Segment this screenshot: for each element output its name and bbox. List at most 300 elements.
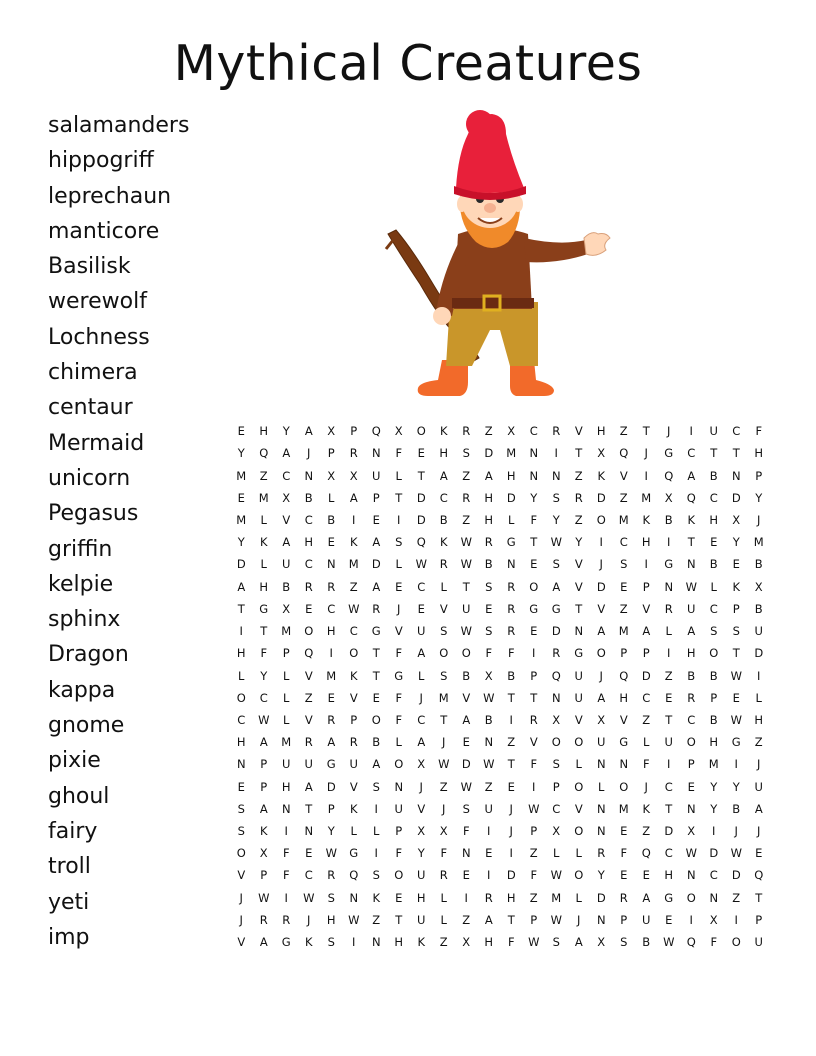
grid-letter: U [349, 757, 358, 772]
grid-letter: Q [664, 468, 674, 483]
grid-letter: Q [551, 668, 561, 683]
grid-letter: J [757, 824, 761, 839]
grid-letter: C [439, 490, 448, 505]
grid-letter: Y [237, 535, 245, 550]
grid-letter: M [618, 624, 629, 639]
grid-letter: A [439, 468, 448, 483]
grid-letter: F [260, 646, 268, 661]
grid-letter: X [507, 424, 516, 439]
grid-letter: A [372, 535, 381, 550]
grid-letter: L [598, 779, 605, 794]
grid-letter: H [484, 935, 494, 950]
grid-letter: L [755, 690, 762, 705]
grid-letter: Q [754, 868, 764, 883]
grid-letter: Z [462, 512, 471, 527]
grid-letter: E [665, 690, 673, 705]
grid-letter: D [596, 890, 606, 905]
grid-letter: Z [304, 690, 313, 705]
grid-letter: E [485, 601, 493, 616]
grid-letter: Q [686, 490, 696, 505]
grid-letter: K [349, 668, 358, 683]
grid-letter: S [462, 801, 470, 816]
grid-letter: H [506, 890, 516, 905]
grid-letter: H [484, 512, 494, 527]
grid-letter: A [642, 890, 651, 905]
grid-letter: G [281, 935, 291, 950]
grid-letter: S [620, 557, 628, 572]
grid-letter: D [371, 557, 381, 572]
grid-letter: V [529, 735, 538, 750]
grid-letter: A [574, 935, 583, 950]
grid-letter: M [753, 535, 764, 550]
grid-letter: U [574, 690, 583, 705]
grid-row [230, 642, 770, 664]
grid-letter: E [237, 490, 245, 505]
grid-letter: T [305, 801, 313, 816]
grid-letter: F [755, 424, 763, 439]
grid-letter: P [327, 446, 335, 461]
grid-letter: I [374, 846, 378, 861]
word-list-item: Mermaid [48, 430, 145, 456]
grid-row [230, 909, 770, 931]
grid-letter: W [460, 624, 472, 639]
grid-letter: P [282, 646, 290, 661]
grid-letter: F [395, 712, 403, 727]
grid-letter: T [462, 579, 470, 594]
grid-letter: A [259, 735, 268, 750]
grid-letter: W [483, 690, 495, 705]
grid-letter: X [327, 424, 336, 439]
grid-letter: Z [462, 468, 471, 483]
grid-letter: R [439, 868, 448, 883]
grid-letter: G [574, 646, 584, 661]
grid-letter: K [259, 824, 268, 839]
grid-letter: A [327, 735, 336, 750]
grid-letter: G [506, 535, 516, 550]
grid-letter: K [349, 801, 358, 816]
grid-letter: B [507, 668, 516, 683]
grid-letter: N [236, 757, 246, 772]
grid-letter: Y [710, 801, 718, 816]
grid-letter: Z [349, 579, 358, 594]
grid-letter: T [395, 490, 403, 505]
grid-letter: U [372, 468, 381, 483]
grid-letter: E [327, 690, 335, 705]
grid-letter: J [397, 601, 401, 616]
grid-letter: T [507, 912, 515, 927]
grid-letter: U [304, 757, 313, 772]
grid-letter: I [487, 824, 491, 839]
grid-letter: R [327, 579, 336, 594]
grid-letter: M [236, 468, 247, 483]
grid-letter: T [417, 468, 425, 483]
grid-letter: A [484, 468, 493, 483]
grid-letter: Z [462, 912, 471, 927]
grid-letter: L [418, 668, 425, 683]
grid-letter: U [754, 779, 763, 794]
word-list-item: manticore [48, 218, 160, 244]
grid-letter: I [352, 512, 356, 527]
grid-letter: E [417, 601, 425, 616]
grid-letter: K [417, 935, 426, 950]
grid-letter: E [620, 868, 628, 883]
grid-letter: C [304, 868, 313, 883]
grid-letter: D [641, 668, 651, 683]
grid-letter: I [734, 912, 738, 927]
grid-letter: N [686, 801, 696, 816]
grid-letter: E [665, 912, 673, 927]
right-arm [524, 238, 588, 262]
grid-letter: I [397, 512, 401, 527]
grid-letter: G [664, 446, 674, 461]
grid-letter: W [730, 712, 742, 727]
word-list-item: Basilisk [48, 254, 131, 280]
grid-letter: Z [642, 712, 651, 727]
grid-letter: H [259, 579, 269, 594]
grid-letter: A [259, 801, 268, 816]
word-list-item: troll [48, 854, 91, 880]
grid-letter: L [665, 624, 672, 639]
grid-letter: T [732, 646, 740, 661]
grid-letter: L [395, 735, 402, 750]
grid-letter: T [372, 646, 380, 661]
grid-letter: R [304, 735, 313, 750]
grid-letter: A [597, 624, 606, 639]
grid-letter: S [372, 868, 380, 883]
grid-letter: S [552, 935, 560, 950]
grid-letter: Z [439, 779, 448, 794]
grid-letter: T [440, 712, 448, 727]
grid-letter: M [551, 890, 562, 905]
grid-letter: O [416, 424, 426, 439]
grid-letter: B [709, 712, 718, 727]
grid-row [230, 620, 770, 642]
grid-letter: P [642, 646, 650, 661]
grid-letter: M [708, 757, 719, 772]
grid-letter: Q [619, 446, 629, 461]
grid-letter: E [710, 535, 718, 550]
grid-letter: F [507, 646, 515, 661]
grid-letter: A [597, 690, 606, 705]
grid-letter: F [530, 757, 538, 772]
grid-letter: A [372, 579, 381, 594]
grid-letter: K [642, 512, 651, 527]
grid-letter: S [327, 890, 335, 905]
grid-letter: Z [754, 735, 763, 750]
grid-letter: N [529, 446, 539, 461]
grid-letter: W [460, 535, 472, 550]
grid-letter: E [485, 846, 493, 861]
grid-letter: A [754, 801, 763, 816]
grid-letter: X [687, 824, 696, 839]
grid-letter: I [509, 712, 513, 727]
grid-letter: Y [732, 535, 740, 550]
grid-letter: L [395, 557, 402, 572]
grid-letter: K [439, 424, 448, 439]
grid-letter: A [417, 646, 426, 661]
grid-letter: D [709, 846, 719, 861]
grid-letter: Z [507, 735, 516, 750]
grid-letter: W [325, 846, 337, 861]
grid-letter: H [416, 890, 426, 905]
grid-letter: X [462, 935, 471, 950]
grid-letter: Q [371, 424, 381, 439]
grid-letter: T [642, 424, 650, 439]
grid-letter: L [575, 846, 582, 861]
grid-letter: G [619, 735, 629, 750]
grid-row [230, 887, 770, 909]
grid-letter: H [439, 446, 449, 461]
grid-letter: X [259, 846, 268, 861]
grid-letter: U [417, 868, 426, 883]
grid-letter: C [417, 712, 426, 727]
grid-letter: H [281, 779, 291, 794]
grid-letter: S [485, 579, 493, 594]
grid-letter: L [575, 890, 582, 905]
grid-letter: W [438, 757, 450, 772]
grid-letter: I [689, 912, 693, 927]
grid-letter: I [329, 646, 333, 661]
grid-letter: V [574, 712, 583, 727]
grid-letter: I [374, 801, 378, 816]
grid-letter: D [731, 868, 741, 883]
grid-letter: V [349, 690, 358, 705]
grid-letter: F [395, 646, 403, 661]
grid-letter: W [460, 557, 472, 572]
grid-letter: A [259, 935, 268, 950]
grid-letter: V [304, 712, 313, 727]
grid-letter: I [599, 535, 603, 550]
grid-letter: O [596, 512, 606, 527]
word-list-item: ghoul [48, 783, 110, 809]
grid-letter: R [484, 890, 493, 905]
grid-letter: O [596, 646, 606, 661]
grid-letter: L [283, 690, 290, 705]
grid-letter: E [237, 779, 245, 794]
grid-letter: K [732, 579, 741, 594]
grid-letter: O [574, 868, 584, 883]
grid-letter: S [237, 824, 245, 839]
grid-letter: O [709, 646, 719, 661]
grid-row [230, 731, 770, 753]
grid-letter: R [439, 557, 448, 572]
grid-letter: V [574, 424, 583, 439]
grid-letter: B [484, 557, 493, 572]
grid-letter: N [371, 446, 381, 461]
grid-letter: X [282, 490, 291, 505]
grid-row [230, 464, 770, 486]
grid-letter: X [394, 424, 403, 439]
grid-letter: J [644, 779, 648, 794]
grid-letter: P [395, 824, 403, 839]
grid-letter: I [284, 824, 288, 839]
grid-letter: U [417, 624, 426, 639]
grid-letter: Y [755, 490, 763, 505]
grid-letter: P [755, 468, 763, 483]
grid-letter: E [372, 690, 380, 705]
grid-letter: N [304, 824, 314, 839]
grid-letter: A [642, 624, 651, 639]
grid-letter: L [440, 890, 447, 905]
grid-letter: B [709, 668, 718, 683]
grid-letter: S [620, 935, 628, 950]
grid-letter: O [461, 646, 471, 661]
grid-letter: V [394, 624, 403, 639]
grid-letter: U [484, 801, 493, 816]
grid-letter: C [282, 468, 291, 483]
grid-letter: J [599, 668, 603, 683]
grid-letter: N [619, 757, 629, 772]
grid-letter: Z [529, 846, 538, 861]
grid-letter: G [349, 846, 359, 861]
grid-letter: T [710, 446, 718, 461]
grid-letter: V [642, 601, 651, 616]
grid-letter: Y [237, 446, 245, 461]
word-list-item: yeti [48, 889, 90, 915]
grid-letter: I [554, 446, 558, 461]
grid-letter: C [664, 779, 673, 794]
grid-letter: L [553, 846, 560, 861]
grid-letter: C [709, 601, 718, 616]
grid-letter: I [667, 535, 671, 550]
grid-letter: I [712, 824, 716, 839]
grid-letter: E [305, 601, 313, 616]
grid-letter: K [597, 468, 606, 483]
grid-letter: L [238, 668, 245, 683]
grid-letter: S [327, 935, 335, 950]
grid-letter: H [686, 646, 696, 661]
grid-row [230, 864, 770, 886]
grid-letter: K [259, 535, 268, 550]
word-list [48, 108, 189, 955]
grid-row [230, 442, 770, 464]
grid-letter: N [686, 557, 696, 572]
pants [446, 302, 538, 366]
grid-letter: Q [259, 446, 269, 461]
grid-letter: P [642, 579, 650, 594]
grid-letter: J [442, 735, 446, 750]
grid-letter: N [371, 935, 381, 950]
grid-letter: F [282, 868, 290, 883]
grid-letter: F [462, 824, 470, 839]
grid-letter: C [687, 446, 696, 461]
grid-letter: P [552, 779, 560, 794]
grid-letter: C [304, 512, 313, 527]
grid-letter: S [440, 624, 448, 639]
grid-letter: P [687, 757, 695, 772]
grid-letter: N [731, 468, 741, 483]
grid-letter: N [551, 468, 561, 483]
grid-letter: B [304, 490, 313, 505]
grid-letter: D [484, 446, 494, 461]
grid-letter: E [732, 557, 740, 572]
grid-letter: R [282, 912, 291, 927]
grid-letter: O [686, 735, 696, 750]
grid-letter: F [642, 757, 650, 772]
grid-letter: Q [619, 668, 629, 683]
grid-letter: N [529, 468, 539, 483]
grid-letter: L [350, 824, 357, 839]
grid-letter: M [438, 690, 449, 705]
grid-letter: Y [417, 846, 425, 861]
grid-letter: L [373, 824, 380, 839]
grid-letter: Z [529, 890, 538, 905]
grid-row [230, 664, 770, 686]
grid-letter: C [664, 846, 673, 861]
grid-letter: W [528, 935, 540, 950]
grid-letter: N [596, 912, 606, 927]
grid-letter: L [508, 512, 515, 527]
grid-letter: Z [439, 935, 448, 950]
grid-row [230, 776, 770, 798]
grid-letter: W [348, 912, 360, 927]
grid-letter: E [395, 890, 403, 905]
grid-letter: A [304, 424, 313, 439]
grid-letter: Z [484, 779, 493, 794]
grid-letter: L [283, 712, 290, 727]
grid-letter: R [687, 690, 696, 705]
grid-letter: V [349, 779, 358, 794]
grid-letter: C [259, 690, 268, 705]
grid-letter: V [574, 579, 583, 594]
grid-letter: R [304, 579, 313, 594]
grid-row [230, 798, 770, 820]
grid-letter: D [731, 490, 741, 505]
grid-letter: B [484, 712, 493, 727]
grid-row [230, 931, 770, 953]
grid-letter: U [394, 801, 403, 816]
grid-letter: R [507, 624, 516, 639]
grid-letter: P [732, 601, 740, 616]
grid-letter: D [551, 624, 561, 639]
grid-letter: W [730, 846, 742, 861]
grid-letter: G [551, 601, 561, 616]
grid-letter: W [730, 668, 742, 683]
grid-letter: X [664, 490, 673, 505]
grid-letter: N [281, 801, 291, 816]
grid-letter: N [709, 890, 719, 905]
grid-row [230, 509, 770, 531]
grid-letter: J [239, 890, 243, 905]
grid-letter: U [687, 601, 696, 616]
grid-letter: A [687, 468, 696, 483]
word-list-item: chimera [48, 360, 138, 386]
grid-letter: P [350, 424, 358, 439]
word-list-item: sphinx [48, 607, 121, 633]
grid-letter: O [551, 735, 561, 750]
grid-letter: Q [416, 535, 426, 550]
grid-letter: R [664, 601, 673, 616]
grid-letter: D [326, 779, 336, 794]
grid-letter: W [528, 801, 540, 816]
grid-letter: H [236, 735, 246, 750]
grid-letter: C [529, 424, 538, 439]
grid-letter: Q [641, 846, 651, 861]
grid-letter: L [283, 668, 290, 683]
grid-letter: N [304, 468, 314, 483]
grid-letter: H [754, 446, 764, 461]
grid-letter: V [619, 712, 628, 727]
grid-letter: H [394, 935, 404, 950]
grid-letter: P [620, 646, 628, 661]
grid-letter: D [596, 579, 606, 594]
grid-letter: Q [349, 868, 359, 883]
grid-letter: T [575, 601, 583, 616]
grid-letter: U [664, 735, 673, 750]
grid-letter: T [507, 690, 515, 705]
grid-letter: N [596, 757, 606, 772]
word-list-item: Lochness [48, 324, 150, 350]
